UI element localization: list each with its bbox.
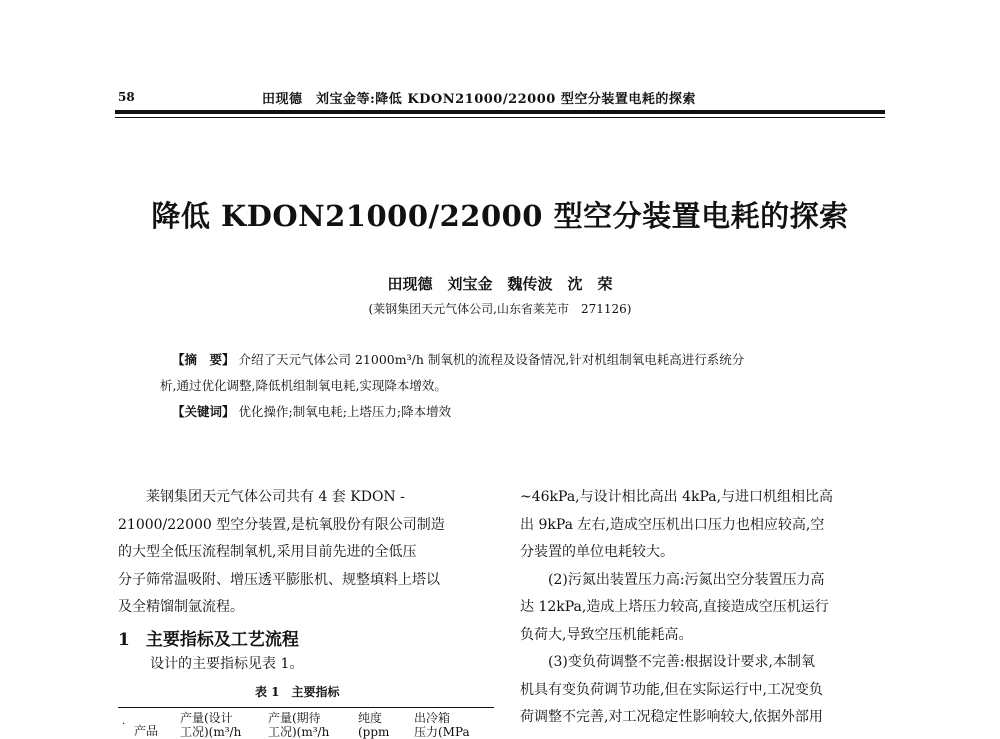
left-line: 分子筛常温吸附、增压透平膨胀机、规整填料上塔以 [118, 571, 440, 588]
running-title: 田现德 刘宝金等:降低 KDON21000/22000 型空分装置电耗的探索 [262, 92, 696, 107]
section-number: 1 [118, 630, 130, 650]
left-line: 莱钢集团天元气体公司共有 4 套 KDON - [118, 489, 405, 505]
header-rule-thick [115, 110, 885, 114]
left-line: 的大型全低压流程制氧机,采用目前先进的全低压 [118, 544, 417, 560]
right-line: 负荷大,导致空压机能耗高。 [520, 626, 693, 643]
keywords-label: 【关键词】 [172, 404, 235, 419]
table-mark: · [122, 719, 126, 730]
left-column-paragraph [118, 484, 494, 622]
affiliation: (莱钢集团天元气体公司,山东省莱芜市 271126) [368, 302, 632, 316]
right-column [520, 484, 890, 732]
section-intro: 设计的主要指标见表 1。 [150, 656, 304, 672]
right-line: 荷调整不完善,对工况稳定性影响较大,依据外部用 [520, 709, 823, 725]
table-top-rule [118, 707, 494, 708]
right-line: (2)污氮出装置压力高:污氮出空分装置压力高 [520, 571, 825, 588]
table-header-text: 纯度 [358, 711, 383, 725]
table-header-text: 产量(期待 [268, 711, 321, 725]
authors: 田现德 刘宝金 魏传波 沈 荣 [387, 275, 613, 293]
keywords-line [172, 402, 451, 420]
right-line: 分装置的单位电耗较大。 [520, 544, 674, 560]
table-header-text: 工况)(m³/h [180, 725, 242, 739]
abstract-label: 【摘 要】 [172, 352, 235, 367]
abstract-line-1 [172, 350, 744, 368]
left-line: 21000/22000 型空分装置,是杭氧股份有限公司制造 [118, 516, 445, 533]
keywords-text: 优化操作;制氧电耗;上塔压力;降本增效 [238, 404, 452, 419]
table-header-product: 产品 [134, 724, 159, 738]
abstract-text-1: 介绍了天元气体公司 21000m³/h 制氧机的流程及设备情况,针对机组制氧电耗高进行系统分 [238, 352, 745, 367]
section-heading [118, 625, 299, 650]
header-rule-thin [115, 117, 885, 118]
right-line: 机具有变负荷调节功能,但在实际运行中,工况变负 [520, 681, 823, 698]
table-header-text: 工况)(m³/h [268, 725, 330, 739]
right-line: 出 9kPa 左右,造成空压机出口压力也相应较高,空 [520, 516, 825, 533]
right-line: 达 12kPa,造成上塔压力较高,直接造成空压机运行 [520, 599, 829, 615]
section-title: 主要指标及工艺流程 [145, 630, 299, 650]
table-caption: 表 1 主要指标 [255, 685, 340, 699]
abstract-line-2: 析,通过优化调整,降低机组制氧电耗,实现降本增效。 [160, 378, 447, 393]
page-number: 58 [118, 90, 135, 104]
table-header-text: 产量(设计 [180, 711, 233, 725]
right-line: ~46kPa,与设计相比高出 4kPa,与进口机组相比高 [520, 489, 834, 505]
right-line: (3)变负荷调整不完善:根据设计要求,本制氧 [520, 654, 815, 670]
paper-title: 降低 KDON21000/22000 型空分装置电耗的探索 [151, 199, 849, 233]
left-line: 及全精馏制氩流程。 [118, 599, 244, 615]
table-header-text: 出冷箱 [414, 711, 451, 725]
table-header-text: (ppm [358, 725, 390, 739]
table-header-text: 压力(MPa [414, 725, 470, 739]
